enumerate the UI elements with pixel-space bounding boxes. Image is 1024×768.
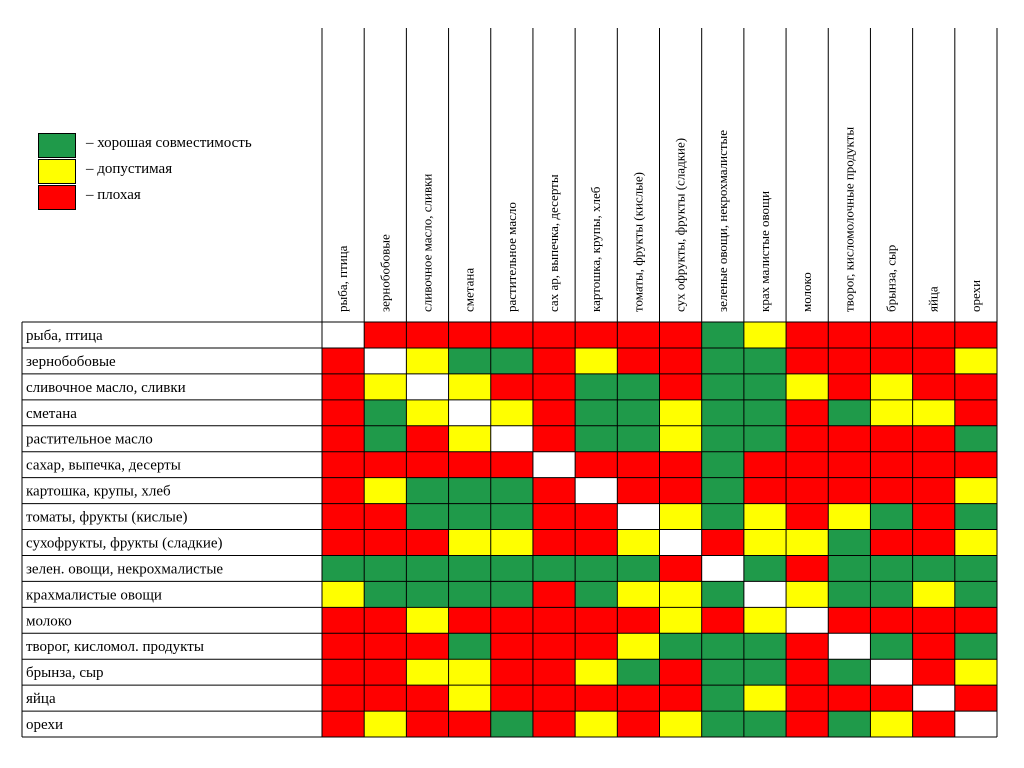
cell-r14-c14 <box>870 659 912 685</box>
cell-r10-c12 <box>786 555 828 581</box>
cell-r4-c5 <box>491 400 533 426</box>
cell-r8-c4 <box>449 504 491 530</box>
cell-r13-c15 <box>913 633 955 659</box>
column-label-11: крах малистые овощи <box>756 190 772 312</box>
cell-r2-c2 <box>364 348 406 374</box>
cell-r15-c4 <box>449 685 491 711</box>
cell-r8-c10 <box>702 504 744 530</box>
cell-r3-c2 <box>364 374 406 400</box>
cell-r2-c7 <box>575 348 617 374</box>
cell-r3-c5 <box>491 374 533 400</box>
cell-r10-c10 <box>702 555 744 581</box>
cell-r15-c8 <box>617 685 659 711</box>
cell-r5-c13 <box>828 426 870 452</box>
cell-r13-c6 <box>533 633 575 659</box>
row-label-13: творог, кисломол. продукты <box>26 639 204 656</box>
cell-r4-c6 <box>533 400 575 426</box>
cell-r2-c16 <box>955 348 997 374</box>
cell-r6-c2 <box>364 452 406 478</box>
cell-r15-c3 <box>406 685 448 711</box>
cell-r8-c13 <box>828 504 870 530</box>
cell-r12-c3 <box>406 607 448 633</box>
cell-r7-c16 <box>955 478 997 504</box>
cell-r12-c16 <box>955 607 997 633</box>
cell-r14-c10 <box>702 659 744 685</box>
cell-r13-c11 <box>744 633 786 659</box>
cell-r13-c9 <box>660 633 702 659</box>
cell-r5-c15 <box>913 426 955 452</box>
cell-r7-c13 <box>828 478 870 504</box>
cell-r3-c16 <box>955 374 997 400</box>
column-label-14: брынза, сыр <box>883 244 899 312</box>
cell-r8-c9 <box>660 504 702 530</box>
cell-r12-c11 <box>744 607 786 633</box>
cell-r10-c14 <box>870 555 912 581</box>
cell-r14-c11 <box>744 659 786 685</box>
cell-r9-c8 <box>617 530 659 556</box>
cell-r5-c14 <box>870 426 912 452</box>
column-label-9: сух офрукты, фрукты (сладкие) <box>672 137 688 312</box>
cell-r16-c12 <box>786 711 828 737</box>
cell-r1-c13 <box>828 322 870 348</box>
cell-r9-c16 <box>955 530 997 556</box>
row-label-4: сметана <box>26 405 77 422</box>
column-label-8: томаты, фрукты (кислые) <box>630 171 646 312</box>
cell-r13-c3 <box>406 633 448 659</box>
column-label-7: картошка, крупы, хлеб <box>588 186 604 312</box>
cell-r16-c1 <box>322 711 364 737</box>
cell-r13-c14 <box>870 633 912 659</box>
cell-r14-c5 <box>491 659 533 685</box>
cell-r11-c7 <box>575 581 617 607</box>
cell-r6-c15 <box>913 452 955 478</box>
cell-r11-c4 <box>449 581 491 607</box>
cell-r7-c8 <box>617 478 659 504</box>
cell-r9-c10 <box>702 530 744 556</box>
cell-r3-c6 <box>533 374 575 400</box>
cell-r10-c2 <box>364 555 406 581</box>
cell-r7-c15 <box>913 478 955 504</box>
cell-r16-c16 <box>955 711 997 737</box>
cell-r10-c4 <box>449 555 491 581</box>
cell-r11-c10 <box>702 581 744 607</box>
cell-r9-c14 <box>870 530 912 556</box>
cell-r4-c4 <box>449 400 491 426</box>
cell-r8-c8 <box>617 504 659 530</box>
cell-r15-c13 <box>828 685 870 711</box>
cell-r11-c3 <box>406 581 448 607</box>
cell-r4-c1 <box>322 400 364 426</box>
cell-r11-c15 <box>913 581 955 607</box>
cell-r5-c3 <box>406 426 448 452</box>
cell-r2-c3 <box>406 348 448 374</box>
cell-r7-c4 <box>449 478 491 504</box>
cell-r8-c12 <box>786 504 828 530</box>
cell-r13-c12 <box>786 633 828 659</box>
cell-r3-c7 <box>575 374 617 400</box>
cell-r14-c8 <box>617 659 659 685</box>
column-label-16: орехи <box>967 279 983 312</box>
cell-r8-c6 <box>533 504 575 530</box>
legend-label-acceptable: – допустимая <box>86 161 173 177</box>
column-label-10: зеленые овощи, некрохмалистые <box>714 129 730 312</box>
cell-r10-c3 <box>406 555 448 581</box>
cell-r10-c15 <box>913 555 955 581</box>
cell-r16-c8 <box>617 711 659 737</box>
legend-swatch-acceptable <box>38 159 76 184</box>
cell-r15-c14 <box>870 685 912 711</box>
cell-r3-c11 <box>744 374 786 400</box>
cell-r2-c12 <box>786 348 828 374</box>
cell-r10-c16 <box>955 555 997 581</box>
cell-r11-c5 <box>491 581 533 607</box>
cell-r1-c10 <box>702 322 744 348</box>
cell-r4-c8 <box>617 400 659 426</box>
cell-r15-c9 <box>660 685 702 711</box>
cell-r12-c6 <box>533 607 575 633</box>
cell-r14-c2 <box>364 659 406 685</box>
cell-r15-c7 <box>575 685 617 711</box>
cell-r6-c7 <box>575 452 617 478</box>
cell-r4-c13 <box>828 400 870 426</box>
cell-r8-c15 <box>913 504 955 530</box>
cell-r2-c14 <box>870 348 912 374</box>
cell-r5-c16 <box>955 426 997 452</box>
cell-r16-c2 <box>364 711 406 737</box>
cell-r15-c2 <box>364 685 406 711</box>
row-label-3: сливочное масло, сливки <box>26 379 186 396</box>
cell-r4-c14 <box>870 400 912 426</box>
cell-r16-c7 <box>575 711 617 737</box>
cell-r15-c1 <box>322 685 364 711</box>
cell-r10-c8 <box>617 555 659 581</box>
cell-r16-c13 <box>828 711 870 737</box>
cell-r7-c7 <box>575 478 617 504</box>
cell-r16-c6 <box>533 711 575 737</box>
column-label-5: растительное масло <box>503 202 519 312</box>
cell-r9-c2 <box>364 530 406 556</box>
cell-r14-c3 <box>406 659 448 685</box>
cell-r16-c4 <box>449 711 491 737</box>
cell-r1-c12 <box>786 322 828 348</box>
cell-r11-c12 <box>786 581 828 607</box>
cell-r3-c13 <box>828 374 870 400</box>
cell-r1-c8 <box>617 322 659 348</box>
cell-r2-c10 <box>702 348 744 374</box>
cell-r15-c12 <box>786 685 828 711</box>
cell-r16-c5 <box>491 711 533 737</box>
cell-r5-c7 <box>575 426 617 452</box>
cell-r3-c1 <box>322 374 364 400</box>
cell-r9-c13 <box>828 530 870 556</box>
cell-r14-c7 <box>575 659 617 685</box>
cell-r3-c15 <box>913 374 955 400</box>
cell-r2-c13 <box>828 348 870 374</box>
cell-r12-c8 <box>617 607 659 633</box>
cell-r1-c3 <box>406 322 448 348</box>
cell-r6-c16 <box>955 452 997 478</box>
cell-r3-c10 <box>702 374 744 400</box>
column-label-4: сметана <box>461 267 477 312</box>
cell-r10-c11 <box>744 555 786 581</box>
cell-r12-c15 <box>913 607 955 633</box>
cell-r5-c9 <box>660 426 702 452</box>
cell-r4-c11 <box>744 400 786 426</box>
cell-r7-c14 <box>870 478 912 504</box>
cell-r6-c4 <box>449 452 491 478</box>
column-label-1: рыба, птица <box>335 245 351 312</box>
column-label-3: сливочное масло, сливки <box>419 173 435 312</box>
cell-r9-c9 <box>660 530 702 556</box>
cell-r13-c4 <box>449 633 491 659</box>
cell-r16-c15 <box>913 711 955 737</box>
cell-r3-c4 <box>449 374 491 400</box>
cell-r2-c4 <box>449 348 491 374</box>
cell-r13-c5 <box>491 633 533 659</box>
row-label-9: сухофрукты, фрукты (сладкие) <box>26 535 223 552</box>
column-label-15: яйца <box>925 286 941 312</box>
cell-r13-c8 <box>617 633 659 659</box>
cell-r11-c13 <box>828 581 870 607</box>
cell-r14-c15 <box>913 659 955 685</box>
cell-r13-c2 <box>364 633 406 659</box>
cell-r2-c5 <box>491 348 533 374</box>
row-label-6: сахар, выпечка, десерты <box>26 457 181 474</box>
cell-r11-c14 <box>870 581 912 607</box>
cell-r8-c2 <box>364 504 406 530</box>
cell-r10-c1 <box>322 555 364 581</box>
row-label-2: зернобобовые <box>26 353 116 370</box>
legend-label-good: – хорошая совместимость <box>86 135 252 151</box>
cell-r2-c8 <box>617 348 659 374</box>
cell-r1-c5 <box>491 322 533 348</box>
cell-r1-c14 <box>870 322 912 348</box>
cell-r6-c9 <box>660 452 702 478</box>
cell-r11-c8 <box>617 581 659 607</box>
cell-r6-c12 <box>786 452 828 478</box>
cell-r11-c16 <box>955 581 997 607</box>
cell-r5-c10 <box>702 426 744 452</box>
cell-r1-c9 <box>660 322 702 348</box>
cell-r9-c15 <box>913 530 955 556</box>
cell-r5-c6 <box>533 426 575 452</box>
cell-r10-c13 <box>828 555 870 581</box>
cell-r6-c14 <box>870 452 912 478</box>
row-label-10: зелен. овощи, некрохмалистые <box>26 561 224 578</box>
column-label-2: зернобобовые <box>377 234 393 312</box>
cell-r12-c10 <box>702 607 744 633</box>
cell-r5-c8 <box>617 426 659 452</box>
cell-r1-c4 <box>449 322 491 348</box>
cell-r15-c15 <box>913 685 955 711</box>
column-label-6: сах ар, выпечка, десерты <box>546 174 562 312</box>
cell-r3-c8 <box>617 374 659 400</box>
cell-r13-c1 <box>322 633 364 659</box>
row-label-8: томаты, фрукты (кислые) <box>26 509 188 526</box>
cell-r14-c4 <box>449 659 491 685</box>
cell-r5-c1 <box>322 426 364 452</box>
cell-r7-c12 <box>786 478 828 504</box>
cell-r2-c15 <box>913 348 955 374</box>
cell-r14-c6 <box>533 659 575 685</box>
cell-r3-c9 <box>660 374 702 400</box>
cell-r7-c1 <box>322 478 364 504</box>
cell-r10-c6 <box>533 555 575 581</box>
cell-r6-c6 <box>533 452 575 478</box>
cell-r13-c7 <box>575 633 617 659</box>
legend-swatch-good <box>38 133 76 158</box>
cell-r12-c12 <box>786 607 828 633</box>
cell-r8-c11 <box>744 504 786 530</box>
cell-r15-c6 <box>533 685 575 711</box>
cell-r3-c3 <box>406 374 448 400</box>
cell-r2-c1 <box>322 348 364 374</box>
cell-r8-c16 <box>955 504 997 530</box>
cell-r13-c13 <box>828 633 870 659</box>
cell-r6-c8 <box>617 452 659 478</box>
cell-r16-c10 <box>702 711 744 737</box>
cell-r5-c4 <box>449 426 491 452</box>
cell-r7-c9 <box>660 478 702 504</box>
cell-r6-c11 <box>744 452 786 478</box>
cell-r6-c13 <box>828 452 870 478</box>
cell-r1-c7 <box>575 322 617 348</box>
cell-r12-c13 <box>828 607 870 633</box>
cell-r16-c14 <box>870 711 912 737</box>
row-labels <box>26 328 223 733</box>
cell-r11-c1 <box>322 581 364 607</box>
column-label-13: творог, кисломолочные продукты <box>841 126 857 312</box>
cell-r8-c7 <box>575 504 617 530</box>
cell-r4-c9 <box>660 400 702 426</box>
cell-r4-c3 <box>406 400 448 426</box>
cell-r9-c3 <box>406 530 448 556</box>
cell-r7-c10 <box>702 478 744 504</box>
cell-r12-c9 <box>660 607 702 633</box>
cell-r11-c11 <box>744 581 786 607</box>
cell-r9-c12 <box>786 530 828 556</box>
cell-r15-c16 <box>955 685 997 711</box>
cell-r2-c6 <box>533 348 575 374</box>
cell-r7-c5 <box>491 478 533 504</box>
column-label-12: молоко <box>799 272 815 312</box>
cell-r8-c14 <box>870 504 912 530</box>
cell-r15-c5 <box>491 685 533 711</box>
cell-r7-c11 <box>744 478 786 504</box>
cell-r4-c15 <box>913 400 955 426</box>
cell-r5-c11 <box>744 426 786 452</box>
cell-r6-c1 <box>322 452 364 478</box>
cell-r6-c5 <box>491 452 533 478</box>
cell-r15-c10 <box>702 685 744 711</box>
cell-r16-c11 <box>744 711 786 737</box>
cell-r10-c5 <box>491 555 533 581</box>
cell-r14-c12 <box>786 659 828 685</box>
cell-r9-c5 <box>491 530 533 556</box>
cell-r16-c9 <box>660 711 702 737</box>
cell-r4-c2 <box>364 400 406 426</box>
cell-r1-c6 <box>533 322 575 348</box>
cell-r9-c7 <box>575 530 617 556</box>
cell-r12-c7 <box>575 607 617 633</box>
cell-r12-c4 <box>449 607 491 633</box>
cell-r14-c1 <box>322 659 364 685</box>
cell-r14-c9 <box>660 659 702 685</box>
legend-label-bad: – плохая <box>86 187 141 203</box>
row-label-11: крахмалистые овощи <box>26 587 162 604</box>
cell-r1-c2 <box>364 322 406 348</box>
cell-r14-c16 <box>955 659 997 685</box>
cell-r15-c11 <box>744 685 786 711</box>
cell-r12-c1 <box>322 607 364 633</box>
cell-r9-c1 <box>322 530 364 556</box>
cell-r11-c6 <box>533 581 575 607</box>
row-label-14: брынза, сыр <box>26 665 104 682</box>
cell-r1-c16 <box>955 322 997 348</box>
cell-r8-c1 <box>322 504 364 530</box>
cell-r1-c11 <box>744 322 786 348</box>
cell-r4-c10 <box>702 400 744 426</box>
cell-r9-c4 <box>449 530 491 556</box>
legend-swatch-bad <box>38 185 76 210</box>
cell-r5-c12 <box>786 426 828 452</box>
row-label-5: растительное масло <box>26 431 153 448</box>
cell-r13-c16 <box>955 633 997 659</box>
cell-r11-c9 <box>660 581 702 607</box>
cell-r8-c3 <box>406 504 448 530</box>
row-label-7: картошка, крупы, хлеб <box>26 483 171 500</box>
cell-r5-c2 <box>364 426 406 452</box>
cell-r6-c10 <box>702 452 744 478</box>
cell-r10-c9 <box>660 555 702 581</box>
cell-r9-c11 <box>744 530 786 556</box>
row-label-15: яйца <box>26 691 56 708</box>
cell-r7-c2 <box>364 478 406 504</box>
cell-r2-c11 <box>744 348 786 374</box>
cell-r9-c6 <box>533 530 575 556</box>
cell-r2-c9 <box>660 348 702 374</box>
cell-r12-c2 <box>364 607 406 633</box>
cell-r14-c13 <box>828 659 870 685</box>
cell-r12-c5 <box>491 607 533 633</box>
cell-r10-c7 <box>575 555 617 581</box>
cell-r6-c3 <box>406 452 448 478</box>
row-label-12: молоко <box>26 613 72 630</box>
cell-r11-c2 <box>364 581 406 607</box>
cell-r1-c1 <box>322 322 364 348</box>
cell-r16-c3 <box>406 711 448 737</box>
cell-r4-c16 <box>955 400 997 426</box>
cell-r7-c6 <box>533 478 575 504</box>
cell-r8-c5 <box>491 504 533 530</box>
cell-r13-c10 <box>702 633 744 659</box>
cell-r3-c14 <box>870 374 912 400</box>
row-label-16: орехи <box>26 717 63 734</box>
cell-r3-c12 <box>786 374 828 400</box>
row-label-1: рыба, птица <box>26 327 103 344</box>
cell-r5-c5 <box>491 426 533 452</box>
cell-r12-c14 <box>870 607 912 633</box>
cell-r4-c12 <box>786 400 828 426</box>
cell-r4-c7 <box>575 400 617 426</box>
cell-r1-c15 <box>913 322 955 348</box>
cell-r7-c3 <box>406 478 448 504</box>
